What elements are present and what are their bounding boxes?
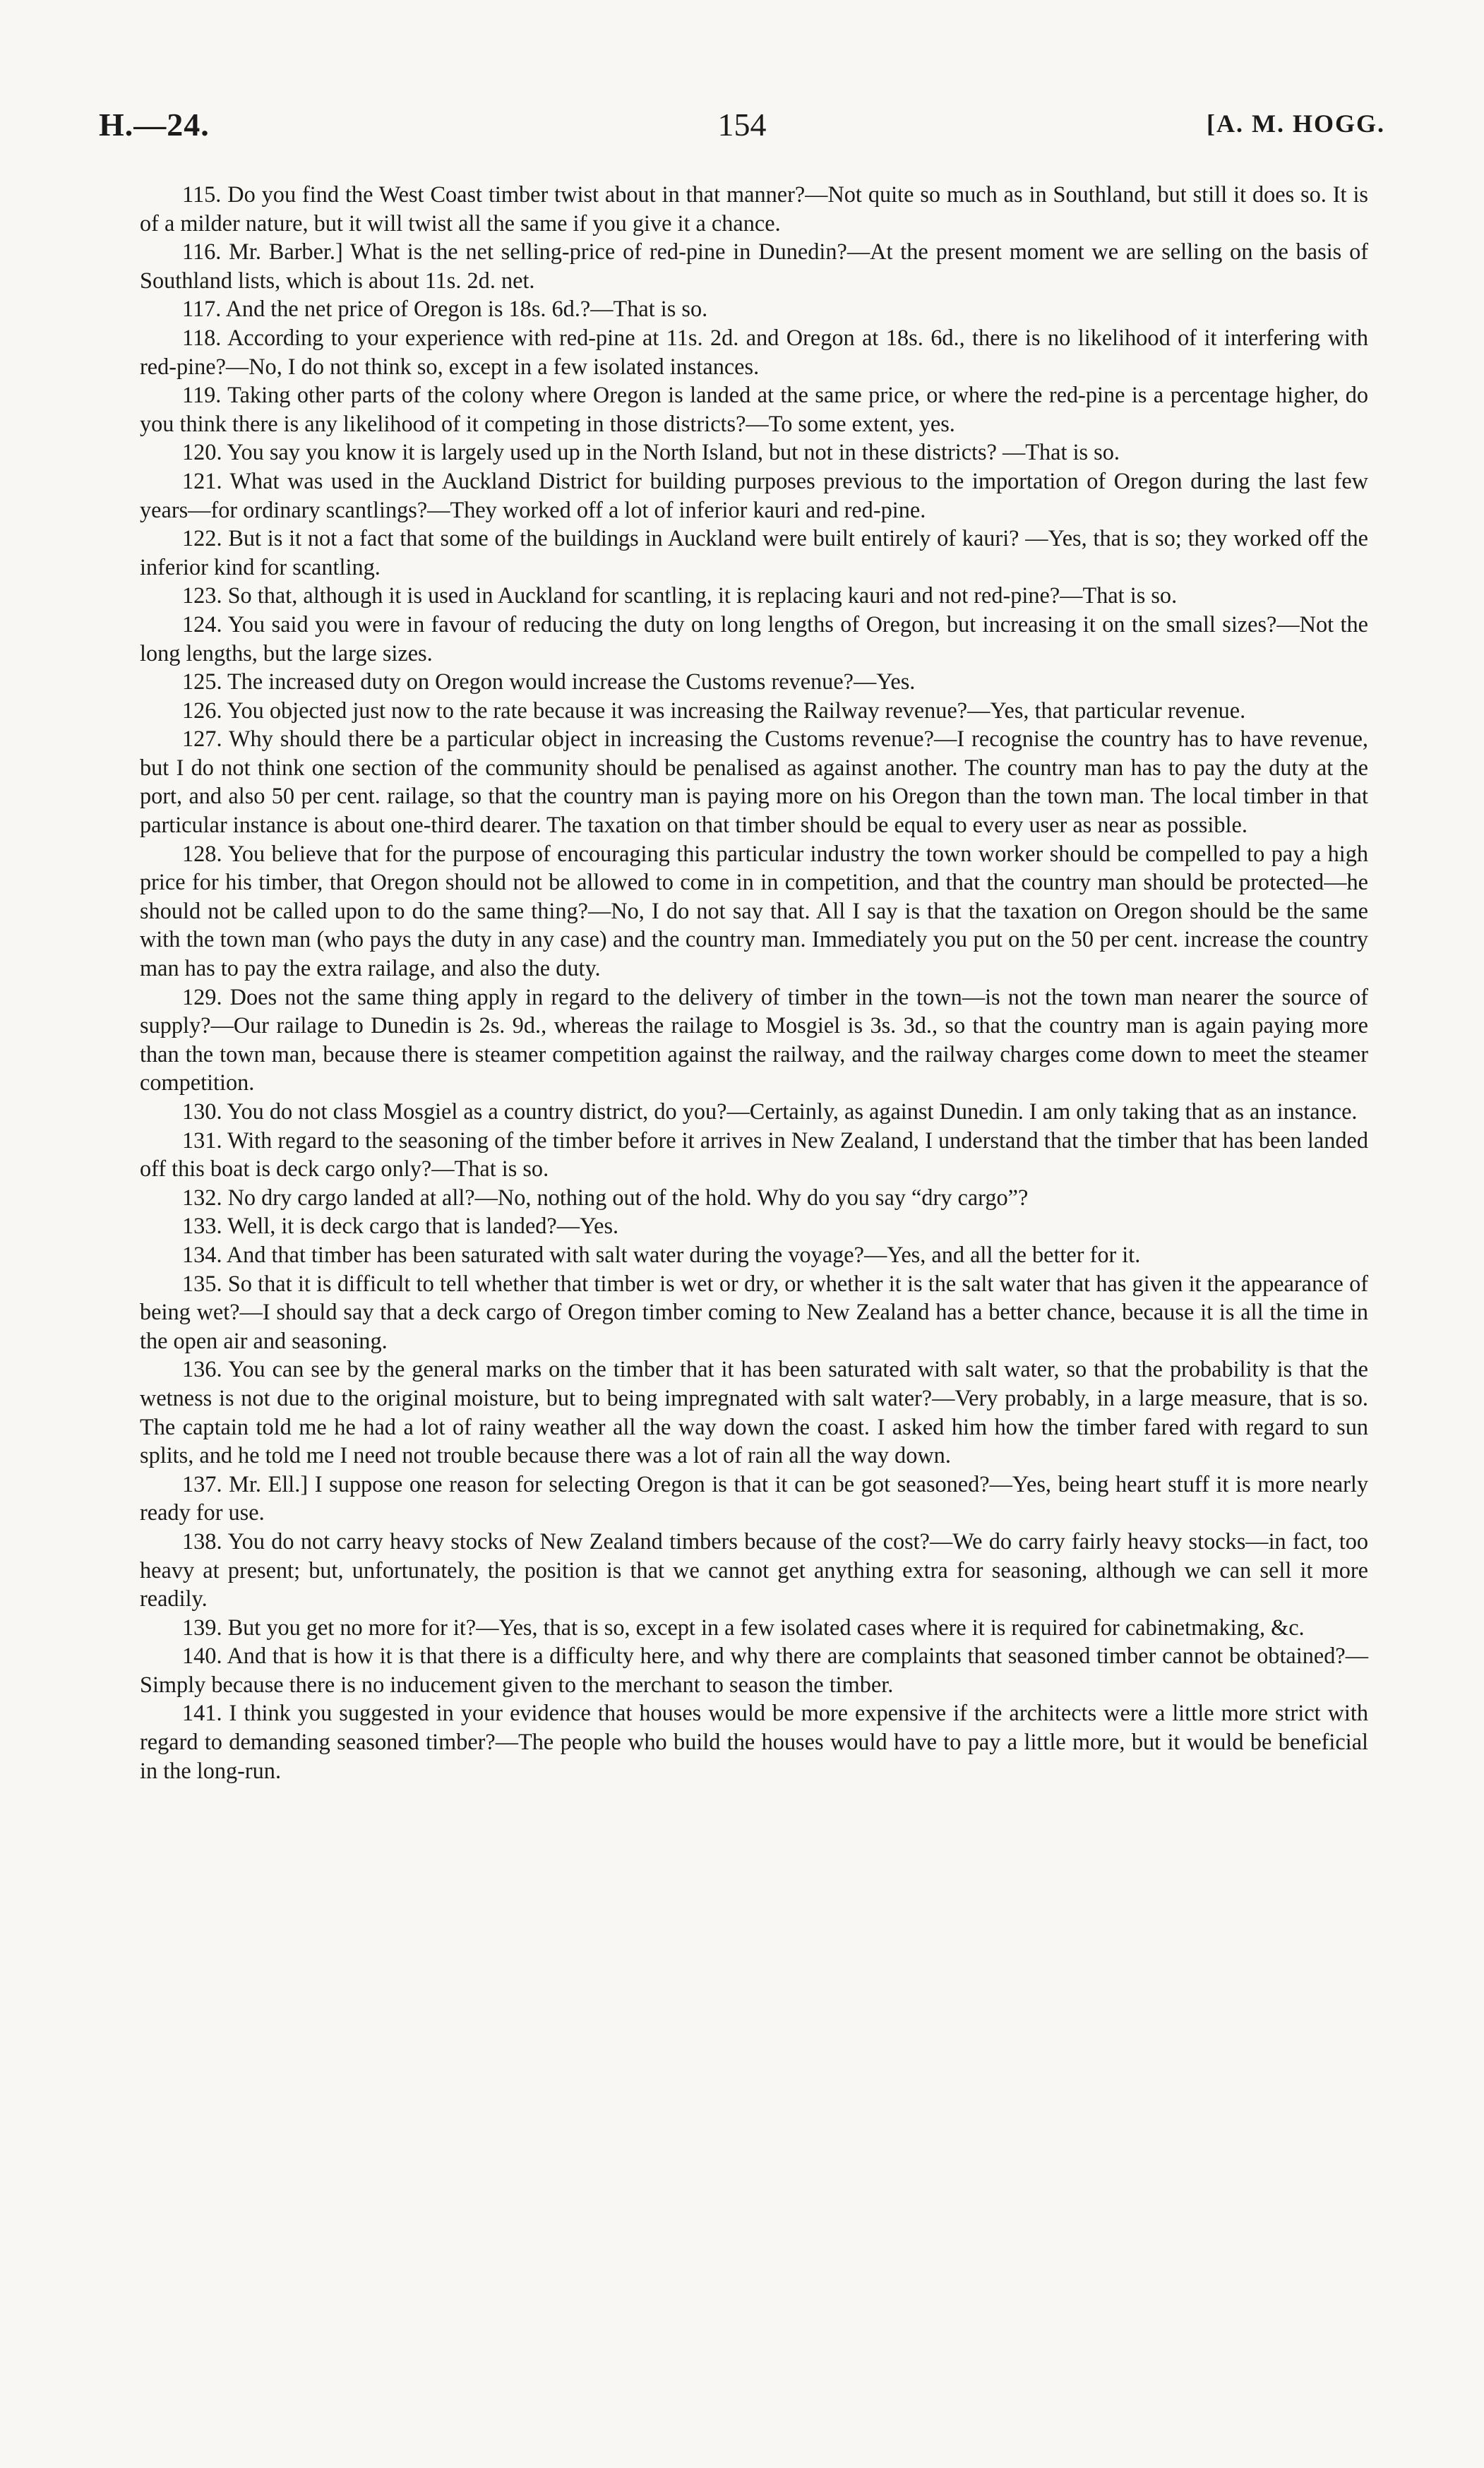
paragraph-137: 137. Mr. Ell.] I suppose one reason for selecting Oregon is that it can be got seasoned?—Yes, being heart stuff it is more nearly ready for use. [140, 1470, 1368, 1526]
paragraph-117: 117. And the net price of Oregon is 18s. 6d.?—That is so. [182, 296, 708, 322]
paragraph-131: 131. With regard to the seasoning of the timber before it arrives in New Zealand, I understand that the timber that has been landed off this boat is deck cargo only?—That is so. [140, 1127, 1368, 1182]
page-number: 154 [717, 107, 767, 143]
paragraph-116: 116. Mr. Barber.] What is the net selling-price of red-pine in Dunedin?—At the present moment we are selling on the basis of Southland lists, which is about 11s. 2d. net. [140, 239, 1368, 293]
paragraph-138: 138. You do not carry heavy stocks of New Zealand timbers because of the cost?—We do carry fairly heavy stocks—in fact, too heavy at present; but, unfortunately, the position is that we cannot get anything extra for seasoning, although we can sell it more readily. [140, 1528, 1368, 1612]
paragraph-136: 136. You can see by the general marks on the timber that it has been saturated with salt water, so that the probability is that the wetness is not due to the original moisture, but to being impregnated with salt water?—Very probably, in a large measure, that is so. The captain told me he had a lot of rainy weather all the way down the coast. I asked him how the timber fared with regard to sun splits, and he told me I need not trouble because there was a lot of rain all the way down. [140, 1356, 1368, 1468]
paragraph-128: 128. You believe that for the purpose of encouraging this particular industry the town worker should be compelled to pay a high price for his timber, that Oregon should not be allowed to come in in competition, and that the country man should be protected—he should not be called upon to do the same thing?—No, I do not say that. All I say is that the taxation on Oregon should be the same with the town man (who pays the duty in any case) and the country man. Immediately you put on the 50 per cent. increase the country man has to pay the extra railage, and also the duty. [140, 840, 1368, 981]
paragraph-125: 125. The increased duty on Oregon would increase the Customs revenue?—Yes. [182, 669, 916, 695]
paragraph-115: 115. Do you find the West Coast timber twist about in that manner?—Not quite so much as in Southland, but still it does so. It is of a milder nature, but it will twist all the same if you give it a chance. [140, 181, 1368, 236]
paragraph-127: 127. Why should there be a particular object in increasing the Customs revenue?—I recognise the country has to have revenue, but I do not think one section of the community should be penalised as against another. The country man has to pay the duty at the port, and also 50 per cent. railage, so that the country man is paying more on his Oregon than the town man. The local timber in that particular instance is about one-third dearer. The taxation on that timber should be equal to every user as near as possible. [140, 726, 1368, 838]
paragraph-126: 126. You objected just now to the rate because it was increasing the Railway revenue?—Yes, that particular revenue. [182, 697, 1246, 723]
paragraph-139: 139. But you get no more for it?—Yes, that is so, except in a few isolated cases where it is required for cabinetmaking, &c. [182, 1614, 1305, 1640]
paragraph-121: 121. What was used in the Auckland District for building purposes previous to the importation of Oregon during the last few years—for ordinary scantlings?—They worked off a lot of inferior kauri and red-pine. [140, 467, 1368, 522]
paragraph-123: 123. So that, although it is used in Auckland for scantling, it is replacing kauri and not red-pine?—That is so. [182, 582, 1178, 609]
paragraph-135: 135. So that it is difficult to tell whether that timber is wet or dry, or whether it is the salt water that has given it the appearance of being wet?—I should say that a deck cargo of Oregon timber coming to New Zealand has a better chance, because it is all the time in the open air and seasoning. [140, 1270, 1368, 1353]
paragraph-124: 124. You said you were in favour of reducing the duty on long lengths of Oregon, but increasing it on the small sizes?—Not the long lengths, but the large sizes. [140, 611, 1368, 666]
evidence-text [140, 180, 1368, 1785]
paragraph-132: 132. No dry cargo landed at all?—No, nothing out of the hold. Why do you say “dry cargo”? [182, 1184, 1029, 1210]
paragraph-120: 120. You say you know it is largely used up in the North Island, but not in these districts? —That is so. [182, 439, 1120, 465]
document-reference: H.—24. [99, 107, 210, 143]
paragraph-129: 129. Does not the same thing apply in regard to the delivery of timber in the town—is not the town man nearer the source of supply?—Our railage to Dunedin is 2s. 9d., whereas the railage to Mosgiel is 3s. 3d., so that the country man is again paying more than the town man, because there is steamer competition against the railway, and the railway charges come down to meet the steamer competition. [140, 983, 1368, 1096]
paragraph-130: 130. You do not class Mosgiel as a country district, do you?—Certainly, as against Dunedin. I am only taking that as an instance. [182, 1098, 1358, 1124]
paragraph-140: 140. And that is how it is that there is a difficulty here, and why there are complaints that seasoned timber cannot be obtained?—Simply because there is no inducement given to the merchant to season the timber. [140, 1643, 1368, 1697]
paragraph-122: 122. But is it not a fact that some of the buildings in Auckland were built entirely of kauri? —Yes, that is so; they worked off the inferior kind for scantling. [140, 525, 1368, 580]
paragraph-141: 141. I think you suggested in your evidence that houses would be more expensive if the architects were a little more strict with regard to demanding seasoned timber?—The people who build the houses would have to pay a little more, but it would be beneficial in the long-run. [140, 1700, 1368, 1783]
paragraph-118: 118. According to your experience with red-pine at 11s. 2d. and Oregon at 18s. 6d., there is no likelihood of it interfering with red-pine?—No, I do not think so, except in a few isolated instances. [140, 324, 1368, 379]
paragraph-119: 119. Taking other parts of the colony where Oregon is landed at the same price, or where the red-pine is a percentage higher, do you think there is any likelihood of it competing in those districts?—To some extent, yes. [140, 382, 1368, 436]
paragraph-134: 134. And that timber has been saturated with salt water during the voyage?—Yes, and all the better for it. [182, 1241, 1141, 1267]
page-header [99, 106, 1385, 155]
witness-name: [A. M. HOGG. [1207, 109, 1385, 138]
paragraph-133: 133. Well, it is deck cargo that is landed?—Yes. [182, 1213, 619, 1239]
